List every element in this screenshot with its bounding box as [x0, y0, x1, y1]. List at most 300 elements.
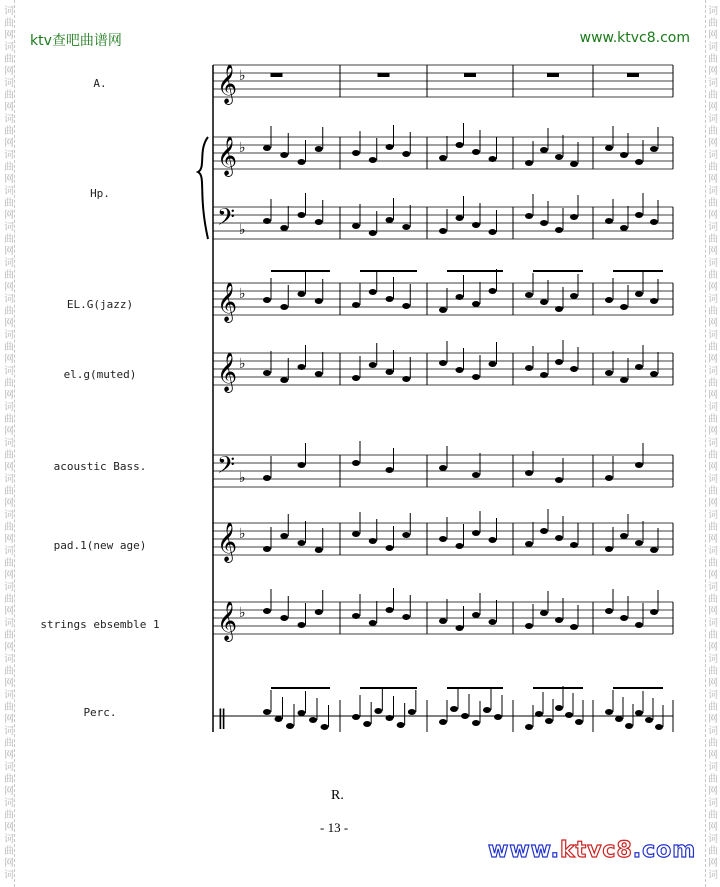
watermark-char: 词	[708, 870, 718, 881]
note-head	[472, 472, 480, 478]
watermark-char: 词	[708, 798, 718, 809]
note-head	[472, 149, 480, 155]
watermark-char: 曲	[708, 90, 718, 101]
whole-rest	[627, 73, 639, 77]
watermark-char: 词	[708, 510, 718, 521]
note-head	[275, 716, 283, 722]
watermark-char: 网	[708, 390, 718, 401]
note-head	[456, 142, 464, 148]
watermark-char: 网	[708, 786, 718, 797]
watermark-char: 词	[708, 186, 718, 197]
instrument-label-elg-muted: el.g(muted)	[63, 368, 137, 381]
watermark-char: 网	[708, 138, 718, 149]
watermark-char: 网	[4, 606, 14, 617]
note-head	[386, 369, 394, 375]
watermark-char: 曲	[708, 810, 718, 821]
watermark-char: 曲	[708, 846, 718, 857]
watermark-char: 词	[708, 618, 718, 629]
note-head	[620, 225, 628, 231]
watermark-char: 词	[708, 834, 718, 845]
note-head	[635, 540, 643, 546]
note-head	[650, 146, 658, 152]
watermark-char: 词	[4, 726, 14, 737]
note-head	[263, 608, 271, 614]
note-head	[374, 708, 382, 714]
note-head	[555, 535, 563, 541]
note-head	[650, 298, 658, 304]
flat-key-signature: ♭	[239, 286, 246, 302]
watermark-char: 网	[708, 210, 718, 221]
note-head	[635, 291, 643, 297]
watermark-char: 网	[4, 822, 14, 833]
instrument-label-perc: Perc.	[83, 706, 117, 719]
note-head	[315, 219, 323, 225]
note-head	[402, 376, 410, 382]
watermark-char: 词	[4, 870, 14, 881]
note-head	[450, 706, 458, 712]
note-head	[298, 710, 306, 716]
note-head	[540, 372, 548, 378]
flat-key-signature: ♭	[239, 470, 246, 486]
watermark-char: 网	[4, 390, 14, 401]
watermark-char: 曲	[708, 774, 718, 785]
watermark-char: 网	[708, 30, 718, 41]
watermark-char: 网	[708, 246, 718, 257]
watermark-char: 曲	[4, 594, 14, 605]
watermark-char: 词	[708, 222, 718, 233]
watermark-char: 曲	[4, 522, 14, 533]
watermark-char: 词	[708, 474, 718, 485]
note-head	[315, 609, 323, 615]
note-head	[570, 366, 578, 372]
logo-suffix: .com	[632, 838, 697, 863]
note-head	[280, 304, 288, 310]
instrument-label-bass: acoustic Bass.	[53, 460, 147, 473]
watermark-char: 网	[4, 282, 14, 293]
watermark-char: 网	[4, 210, 14, 221]
watermark-char: 网	[4, 66, 14, 77]
note-head	[525, 470, 533, 476]
note-head	[605, 145, 613, 151]
note-head	[402, 303, 410, 309]
flat-key-signature: ♭	[239, 68, 246, 84]
watermark-char: 词	[4, 258, 14, 269]
note-head	[402, 614, 410, 620]
note-head	[605, 709, 613, 715]
flat-key-signature: ♭	[239, 605, 246, 621]
note-head	[575, 719, 583, 725]
whole-rest	[271, 73, 283, 77]
watermark-char: 词	[4, 186, 14, 197]
watermark-char: 网	[708, 858, 718, 869]
watermark-char: 曲	[4, 702, 14, 713]
watermark-char: 网	[708, 462, 718, 473]
watermark-char: 网	[4, 174, 14, 185]
note-head	[620, 533, 628, 539]
watermark-char: 词	[708, 114, 718, 125]
note-head	[456, 543, 464, 549]
watermark-char: 网	[4, 858, 14, 869]
note-head	[620, 304, 628, 310]
watermark-char: 词	[4, 474, 14, 485]
note-head	[494, 714, 502, 720]
watermark-char: 网	[708, 426, 718, 437]
note-head	[369, 289, 377, 295]
watermark-char: 网	[708, 534, 718, 545]
note-head	[605, 218, 613, 224]
note-head	[540, 220, 548, 226]
watermark-char: 网	[4, 138, 14, 149]
note-head	[352, 375, 360, 381]
note-head	[472, 612, 480, 618]
watermark-char: 词	[708, 546, 718, 557]
note-head	[635, 159, 643, 165]
watermark-char: 曲	[4, 342, 14, 353]
note-head	[625, 723, 633, 729]
watermark-char: 词	[708, 690, 718, 701]
watermark-char: 曲	[708, 162, 718, 173]
note-head	[570, 214, 578, 220]
note-head	[369, 230, 377, 236]
watermark-char: 曲	[4, 126, 14, 137]
note-head	[263, 475, 271, 481]
watermark-char: 词	[4, 618, 14, 629]
instrument-label-elg-jazz: EL.G(jazz)	[66, 298, 134, 311]
watermark-char: 曲	[4, 774, 14, 785]
watermark-char: 曲	[708, 666, 718, 677]
watermark-char: 词	[4, 78, 14, 89]
note-head	[472, 720, 480, 726]
watermark-char: 网	[4, 678, 14, 689]
note-head	[263, 218, 271, 224]
flat-key-signature: ♭	[239, 526, 246, 542]
treble-clef: 𝄞	[217, 522, 238, 562]
note-head	[650, 219, 658, 225]
watermark-char: 曲	[708, 450, 718, 461]
watermark-char: 词	[4, 762, 14, 773]
harp-brace	[198, 137, 208, 239]
note-head	[456, 367, 464, 373]
rehearsal-mark: R.	[331, 788, 344, 803]
flat-key-signature: ♭	[239, 222, 246, 238]
note-head	[525, 213, 533, 219]
note-head	[655, 724, 663, 730]
note-head	[280, 152, 288, 158]
watermark-char: 网	[4, 570, 14, 581]
note-head	[635, 622, 643, 628]
watermark-char: 词	[4, 834, 14, 845]
note-head	[363, 721, 371, 727]
note-head	[315, 146, 323, 152]
watermark-char: 网	[4, 246, 14, 257]
note-head	[483, 707, 491, 713]
note-head	[535, 711, 543, 717]
logo-brand: ktvc8	[559, 838, 633, 863]
note-head	[386, 715, 394, 721]
watermark-char: 曲	[4, 558, 14, 569]
watermark-char: 词	[4, 798, 14, 809]
note-head	[525, 160, 533, 166]
note-head	[298, 622, 306, 628]
note-head	[352, 714, 360, 720]
note-head	[555, 617, 563, 623]
note-head	[298, 540, 306, 546]
watermark-char: 曲	[4, 486, 14, 497]
watermark-char: 曲	[708, 18, 718, 29]
watermark-char: 词	[4, 510, 14, 521]
watermark-char: 词	[708, 42, 718, 53]
watermark-char: 词	[4, 366, 14, 377]
watermark-char: 曲	[708, 630, 718, 641]
watermark-char: 网	[4, 462, 14, 473]
note-head	[315, 547, 323, 553]
watermark-char: 网	[708, 102, 718, 113]
note-head	[386, 217, 394, 223]
watermark-char: 网	[4, 750, 14, 761]
watermark-char: 网	[708, 354, 718, 365]
note-head	[280, 615, 288, 621]
note-head	[545, 718, 553, 724]
note-head	[472, 222, 480, 228]
note-head	[605, 297, 613, 303]
watermark-char: 曲	[4, 414, 14, 425]
treble-clef: 𝄞	[217, 64, 238, 104]
watermark-char: 网	[708, 174, 718, 185]
watermark-char: 词	[4, 6, 14, 17]
note-head	[321, 724, 329, 730]
watermark-char: 曲	[708, 702, 718, 713]
note-head	[650, 371, 658, 377]
watermark-char: 词	[4, 654, 14, 665]
watermark-char: 词	[708, 258, 718, 269]
watermark-char: 网	[708, 822, 718, 833]
note-head	[386, 296, 394, 302]
watermark-char: 网	[4, 354, 14, 365]
watermark-char: 网	[708, 318, 718, 329]
watermark-char: 网	[4, 786, 14, 797]
watermark-char: 曲	[4, 846, 14, 857]
note-head	[555, 705, 563, 711]
watermark-char: 词	[708, 762, 718, 773]
watermark-char: 网	[708, 642, 718, 653]
watermark-char: 网	[708, 498, 718, 509]
note-head	[472, 374, 480, 380]
note-head	[402, 151, 410, 157]
note-head	[620, 152, 628, 158]
watermark-char: 网	[4, 426, 14, 437]
note-head	[645, 717, 653, 723]
watermark-char: 网	[4, 498, 14, 509]
note-head	[263, 145, 271, 151]
watermark-char: 网	[708, 606, 718, 617]
watermark-char: 网	[708, 570, 718, 581]
watermark-char: 曲	[4, 18, 14, 29]
watermark-char: 曲	[708, 126, 718, 137]
note-head	[489, 361, 497, 367]
note-head	[369, 538, 377, 544]
note-head	[472, 530, 480, 536]
treble-clef: 𝄞	[217, 601, 238, 641]
note-head	[352, 302, 360, 308]
note-head	[298, 462, 306, 468]
note-head	[263, 370, 271, 376]
watermark-char: 曲	[708, 342, 718, 353]
watermark-char: 网	[4, 642, 14, 653]
note-head	[456, 215, 464, 221]
watermark-char: 词	[4, 222, 14, 233]
note-head	[298, 291, 306, 297]
watermark-char: 曲	[708, 738, 718, 749]
note-head	[439, 465, 447, 471]
watermark-char: 词	[708, 582, 718, 593]
note-head	[489, 619, 497, 625]
whole-rest	[464, 73, 476, 77]
watermark-char: 网	[4, 102, 14, 113]
flat-key-signature: ♭	[239, 140, 246, 156]
treble-clef: 𝄞	[217, 352, 238, 392]
site-name-header[interactable]: ktv查吧曲谱网	[30, 33, 122, 49]
note-head	[489, 156, 497, 162]
note-head	[620, 377, 628, 383]
site-url-header[interactable]: www.ktvc8.com	[579, 30, 690, 46]
instrument-label-pad: pad.1(new age)	[53, 539, 147, 552]
note-head	[525, 292, 533, 298]
watermark-char: 词	[708, 402, 718, 413]
note-head	[439, 536, 447, 542]
note-head	[525, 724, 533, 730]
watermark-char: 词	[708, 330, 718, 341]
watermark-char: 曲	[4, 306, 14, 317]
watermark-char: 曲	[4, 378, 14, 389]
note-head	[635, 710, 643, 716]
watermark-char: 词	[4, 438, 14, 449]
note-head	[386, 607, 394, 613]
note-head	[298, 159, 306, 165]
note-head	[635, 462, 643, 468]
watermark-char: 词	[708, 150, 718, 161]
note-head	[605, 475, 613, 481]
watermark-char: 曲	[4, 162, 14, 173]
watermark-char: 网	[708, 66, 718, 77]
watermark-char: 曲	[708, 594, 718, 605]
watermark-char: 词	[708, 78, 718, 89]
note-head	[461, 713, 469, 719]
note-head	[565, 712, 573, 718]
note-head	[489, 288, 497, 294]
note-head	[439, 618, 447, 624]
note-head	[439, 307, 447, 313]
note-head	[555, 154, 563, 160]
note-head	[489, 537, 497, 543]
note-head	[472, 301, 480, 307]
watermark-char: 网	[708, 714, 718, 725]
note-head	[352, 460, 360, 466]
watermark-char: 词	[708, 654, 718, 665]
watermark-char: 曲	[4, 270, 14, 281]
bass-clef: 𝄢	[217, 203, 236, 236]
watermark-char: 曲	[4, 810, 14, 821]
note-head	[402, 224, 410, 230]
watermark-char: 词	[4, 546, 14, 557]
note-head	[386, 144, 394, 150]
note-head	[456, 625, 464, 631]
note-head	[352, 223, 360, 229]
note-head	[315, 298, 323, 304]
watermark-char: 词	[4, 582, 14, 593]
treble-clef: 𝄞	[217, 136, 238, 176]
whole-rest	[378, 73, 390, 77]
note-head	[540, 147, 548, 153]
instrument-label-harp: Hp.	[90, 187, 110, 200]
note-head	[620, 615, 628, 621]
note-head	[615, 716, 623, 722]
note-head	[263, 297, 271, 303]
note-head	[402, 532, 410, 538]
watermark-char: 曲	[708, 54, 718, 65]
watermark-char: 曲	[708, 234, 718, 245]
note-head	[650, 609, 658, 615]
perc-clef: ‖	[217, 705, 227, 729]
watermark-char: 曲	[708, 522, 718, 533]
note-head	[570, 161, 578, 167]
note-head	[352, 150, 360, 156]
note-head	[540, 299, 548, 305]
note-head	[386, 467, 394, 473]
note-head	[540, 610, 548, 616]
watermark-char: 曲	[4, 234, 14, 245]
note-head	[386, 545, 394, 551]
note-head	[280, 225, 288, 231]
note-head	[605, 370, 613, 376]
note-head	[570, 542, 578, 548]
watermark-char: 网	[708, 750, 718, 761]
watermark-char: 网	[4, 534, 14, 545]
footer-site-logo[interactable]	[488, 838, 696, 863]
watermark-char: 词	[708, 6, 718, 17]
watermark-char: 词	[4, 150, 14, 161]
watermark-char: 曲	[708, 306, 718, 317]
note-head	[408, 709, 416, 715]
watermark-char: 网	[4, 714, 14, 725]
watermark-char: 网	[4, 30, 14, 41]
treble-clef: 𝄞	[217, 282, 238, 322]
note-head	[570, 624, 578, 630]
note-head	[525, 541, 533, 547]
watermark-char: 曲	[708, 414, 718, 425]
note-head	[525, 623, 533, 629]
instrument-label-strings: strings ebsemble 1	[40, 618, 160, 631]
watermark-char: 网	[708, 678, 718, 689]
watermark-char: 词	[708, 294, 718, 305]
watermark-char: 词	[708, 438, 718, 449]
note-head	[555, 477, 563, 483]
watermark-char: 网	[4, 318, 14, 329]
note-head	[555, 359, 563, 365]
note-head	[439, 719, 447, 725]
note-head	[315, 371, 323, 377]
watermark-char: 词	[4, 402, 14, 413]
note-head	[605, 608, 613, 614]
note-head	[309, 717, 317, 723]
watermark-char: 曲	[708, 270, 718, 281]
note-head	[635, 364, 643, 370]
note-head	[369, 157, 377, 163]
watermark-char: 词	[708, 726, 718, 737]
note-head	[369, 362, 377, 368]
watermark-char: 曲	[4, 630, 14, 641]
note-head	[555, 227, 563, 233]
note-head	[570, 293, 578, 299]
